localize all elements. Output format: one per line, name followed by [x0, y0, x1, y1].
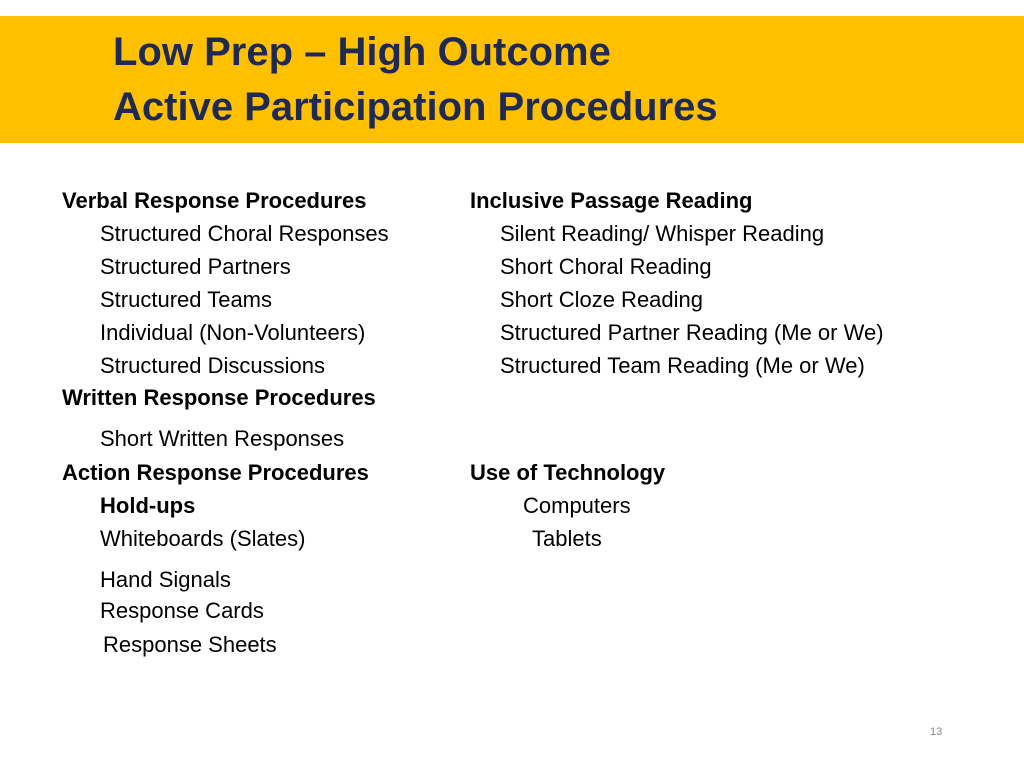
technology-item-1: Computers: [523, 493, 631, 518]
verbal-item-1: Structured Choral Responses: [100, 221, 389, 246]
action-item-3: Hand Signals: [100, 567, 231, 592]
action-item-2: Whiteboards (Slates): [100, 526, 306, 551]
reading-item-3: Short Cloze Reading: [500, 287, 704, 312]
reading-item-5: Structured Team Reading (Me or We): [500, 353, 865, 378]
slide-title-line-1: Low Prep – High Outcome: [113, 30, 611, 74]
verbal-response-heading: Verbal Response Procedures: [62, 188, 367, 213]
written-item-1: Short Written Responses: [100, 426, 345, 451]
page-number: 13: [930, 726, 943, 738]
slide-title-line-2: Active Participation Procedures: [113, 85, 718, 129]
written-response-heading: Written Response Procedures: [62, 385, 376, 410]
verbal-item-3: Structured Teams: [100, 287, 273, 312]
reading-item-1: Silent Reading/ Whisper Reading: [500, 221, 825, 246]
verbal-item-4: Individual (Non-Volunteers): [100, 320, 366, 345]
action-response-heading: Action Response Procedures: [62, 460, 369, 485]
passage-reading-heading: Inclusive Passage Reading: [470, 188, 753, 213]
technology-heading: Use of Technology: [470, 460, 666, 485]
reading-item-2: Short Choral Reading: [500, 254, 712, 279]
action-item-1: Hold-ups: [100, 493, 196, 518]
technology-item-2: Tablets: [532, 526, 602, 551]
verbal-item-2: Structured Partners: [100, 254, 291, 279]
action-item-4: Response Cards: [100, 598, 264, 623]
reading-item-4: Structured Partner Reading (Me or We): [500, 320, 884, 345]
verbal-item-5: Structured Discussions: [100, 353, 325, 378]
action-item-5: Response Sheets: [103, 632, 277, 657]
